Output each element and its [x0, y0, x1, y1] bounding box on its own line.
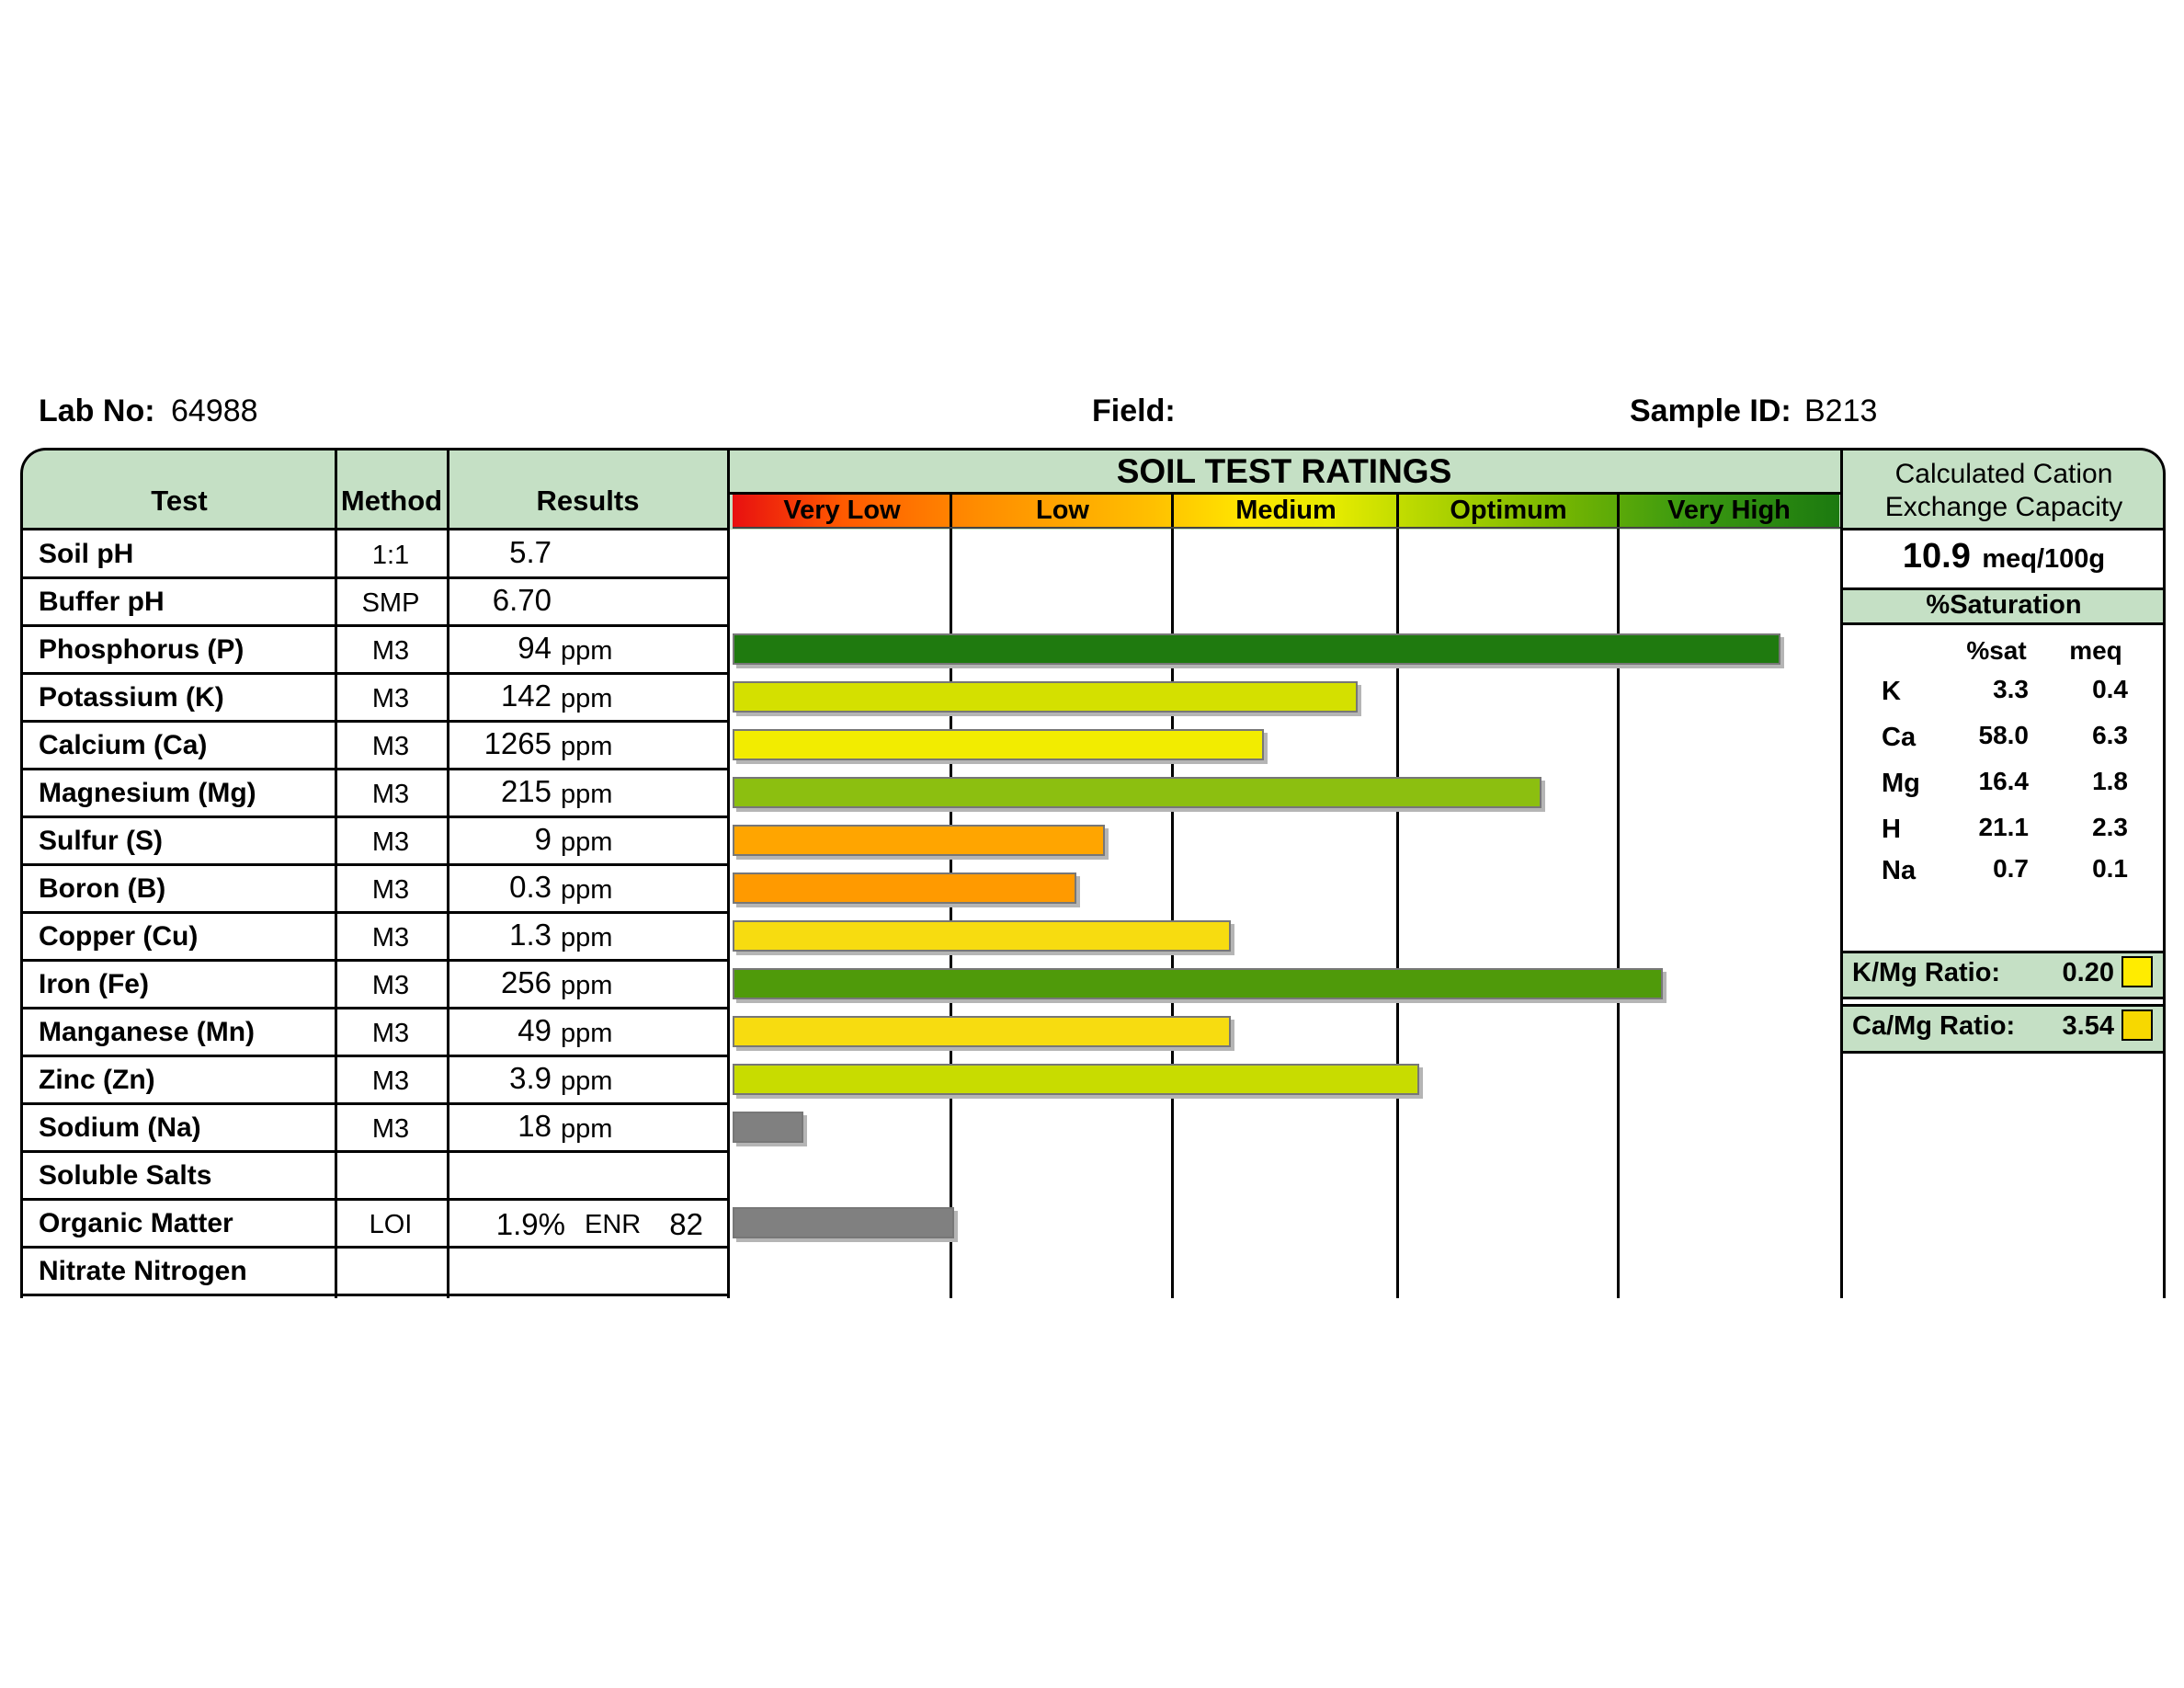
test-result-value: 1.3: [509, 918, 552, 952]
sample-id-value: B213: [1804, 393, 1878, 428]
cec-value-block: [1843, 537, 2165, 576]
row-separator: [23, 863, 728, 866]
ratings-title-underline: [728, 492, 1841, 495]
test-name: Organic Matter: [39, 1208, 233, 1238]
test-name: Soluble Salts: [39, 1160, 212, 1191]
test-result-value: 3.9: [509, 1061, 552, 1095]
test-name: Soil pH: [39, 539, 134, 569]
row-separator: [23, 576, 728, 579]
test-result-unit: ppm: [561, 1114, 613, 1144]
test-method: 1:1: [371, 541, 410, 570]
test-result-value: 18: [518, 1109, 552, 1143]
ratio-bottom-line: [1841, 1051, 2166, 1054]
test-result-unit: ppm: [561, 875, 613, 905]
scale-very-high: Very High: [1667, 496, 1791, 525]
saturation-ion: Na: [1882, 856, 1917, 885]
test-result-value: 256: [500, 965, 552, 999]
test-result-label: ENR: [585, 1210, 642, 1239]
meq-col-header: meq: [2069, 636, 2122, 665]
row-separator: [23, 1007, 728, 1009]
test-name: Zinc (Zn): [39, 1065, 155, 1095]
row-separator: [23, 959, 728, 962]
row-separator: [23, 672, 728, 675]
scale-underline: [733, 527, 1840, 529]
rating-bar-phosphorus-p: [733, 633, 1780, 665]
ratio-mid-line2: [1841, 1004, 2166, 1007]
test-name: Nitrate Nitrogen: [39, 1256, 247, 1286]
rating-bar-copper-cu: [733, 920, 1231, 952]
row-separator: [23, 1102, 728, 1105]
test-name: Calcium (Ca): [39, 730, 208, 760]
test-result-value: 5.7: [509, 535, 552, 569]
saturation-meq: 2.3: [2092, 813, 2128, 841]
sample-id-label: Sample ID:: [1630, 393, 1792, 428]
test-result-value: 0.3: [509, 870, 552, 904]
saturation-ion: Ca: [1882, 723, 1917, 752]
saturation-percent: 21.1: [1978, 813, 2029, 841]
saturation-percent: 58.0: [1978, 721, 2029, 749]
sat-col-header: %sat: [1966, 636, 2027, 665]
test-method: M3: [371, 636, 410, 666]
saturation-meq: 0.1: [2092, 854, 2128, 883]
test-result-unit: ppm: [561, 1066, 613, 1096]
saturation-ion: Mg: [1882, 769, 1920, 798]
saturation-ion: K: [1882, 677, 1901, 706]
col-results-title: Results: [536, 485, 640, 517]
header-separator: [23, 528, 728, 530]
field-label: Field:: [1092, 393, 1176, 428]
ratio-value: 3.54: [2062, 1011, 2114, 1041]
row-separator: [23, 815, 728, 818]
cec-title-line1: Calculated Cation: [1894, 459, 2113, 489]
test-result-unit: ppm: [561, 636, 613, 666]
rating-bar-zinc-zn: [733, 1064, 1419, 1095]
grid-line-2: [1171, 494, 1174, 1298]
row-separator: [23, 1055, 728, 1057]
test-result-unit: ppm: [561, 1019, 613, 1048]
test-result-value: 215: [500, 774, 552, 808]
saturation-header-line: [1841, 622, 2166, 625]
test-result-extra: 82: [669, 1207, 703, 1241]
lab-no-label: Lab No:: [39, 393, 155, 428]
saturation-percent: 16.4: [1978, 767, 2029, 795]
test-name: Magnesium (Mg): [39, 778, 256, 808]
rating-bar-potassium-k: [733, 681, 1358, 713]
rating-bar-magnesium-mg: [733, 777, 1541, 808]
row-separator: [23, 1198, 728, 1201]
scale-very-low: Very Low: [783, 496, 901, 525]
test-method: M3: [371, 780, 410, 809]
ratio-color-swatch: [2121, 956, 2153, 987]
scale-optimum: Optimum: [1450, 496, 1567, 525]
test-method: M3: [371, 1114, 410, 1144]
ratings-title: SOIL TEST RATINGS: [1116, 452, 1452, 490]
test-result-value: 94: [518, 631, 552, 665]
row-separator: [23, 624, 728, 627]
saturation-percent: 3.3: [1993, 675, 2029, 703]
test-name: Sulfur (S): [39, 826, 163, 856]
test-method: M3: [371, 971, 410, 1000]
col-method-title: Method: [340, 485, 443, 517]
rating-bar-boron-b: [733, 873, 1076, 904]
row-separator: [23, 1246, 728, 1249]
cec-title-line2: Exchange Capacity: [1884, 492, 2123, 522]
cec-value: 10.9: [1902, 537, 1971, 576]
test-result-unit: ppm: [561, 923, 613, 952]
test-method: M3: [371, 923, 410, 952]
saturation-meq: 6.3: [2092, 721, 2128, 749]
test-method: M3: [371, 875, 410, 905]
saturation-meq: 1.8: [2092, 767, 2128, 795]
ratio-mid-line1: [1841, 997, 2166, 999]
ratio-label: Ca/Mg Ratio:: [1852, 1011, 2016, 1041]
test-result-unit: ppm: [561, 780, 613, 809]
test-method: M3: [371, 1019, 410, 1048]
rating-bar-sodium-na: [733, 1112, 803, 1143]
col-test-title: Test: [151, 485, 208, 517]
test-result-value: 1265: [483, 726, 552, 760]
test-method: M3: [371, 684, 410, 713]
test-name: Iron (Fe): [39, 969, 149, 999]
test-name: Phosphorus (P): [39, 634, 245, 665]
cec-header-line: [1841, 528, 2166, 530]
test-method: M3: [371, 732, 410, 761]
grid-line-4: [1617, 494, 1620, 1298]
test-name: Manganese (Mn): [39, 1017, 256, 1047]
lab-no-value: 64988: [171, 393, 258, 428]
ratio-color-swatch: [2121, 1009, 2153, 1041]
test-name: Potassium (K): [39, 682, 224, 713]
test-name: Copper (Cu): [39, 921, 199, 952]
saturation-meq: 0.4: [2092, 675, 2128, 703]
test-result-value: 9: [534, 822, 552, 856]
test-name: Boron (B): [39, 873, 166, 904]
saturation-title: %Saturation: [1926, 590, 2082, 620]
ratio-label: K/Mg Ratio:: [1852, 958, 2001, 987]
test-name: Buffer pH: [39, 587, 165, 617]
test-result-unit: ppm: [561, 732, 613, 761]
ratio-value: 0.20: [2062, 958, 2114, 987]
grid-line-3: [1396, 494, 1399, 1298]
test-name: Sodium (Na): [39, 1112, 201, 1143]
test-result-value: 1.9%: [495, 1207, 565, 1241]
row-separator: [23, 768, 728, 770]
rating-bar-calcium-ca: [733, 729, 1264, 760]
saturation-ion: H: [1882, 815, 1901, 844]
scale-low: Low: [1036, 496, 1089, 525]
scale-medium: Medium: [1235, 496, 1337, 525]
divider-results-ratings: [727, 448, 730, 1298]
test-result-value: 142: [500, 679, 552, 713]
test-method: LOI: [369, 1210, 413, 1239]
rating-bar-iron-fe: [733, 968, 1663, 999]
row-separator: [23, 911, 728, 914]
divider-test-method: [335, 448, 337, 1298]
rating-bar-manganese-mn: [733, 1016, 1231, 1047]
row-separator: [23, 1294, 728, 1296]
cec-title: [1843, 458, 2165, 524]
test-result-unit: ppm: [561, 684, 613, 713]
test-result-unit: ppm: [561, 827, 613, 857]
rating-bar-organic-matter: [733, 1207, 954, 1238]
test-method: SMP: [361, 588, 420, 618]
cec-unit: meq/100g: [1982, 544, 2106, 574]
ratio-top-line: [1841, 951, 2166, 953]
row-separator: [23, 1150, 728, 1153]
test-result-value: 49: [518, 1013, 552, 1047]
test-result-unit: ppm: [561, 971, 613, 1000]
saturation-percent: 0.7: [1993, 854, 2029, 883]
test-method: M3: [371, 1066, 410, 1096]
rating-bar-sulfur-s: [733, 825, 1105, 856]
row-separator: [23, 720, 728, 723]
test-result-value: 6.70: [492, 583, 552, 617]
test-method: M3: [371, 827, 410, 857]
